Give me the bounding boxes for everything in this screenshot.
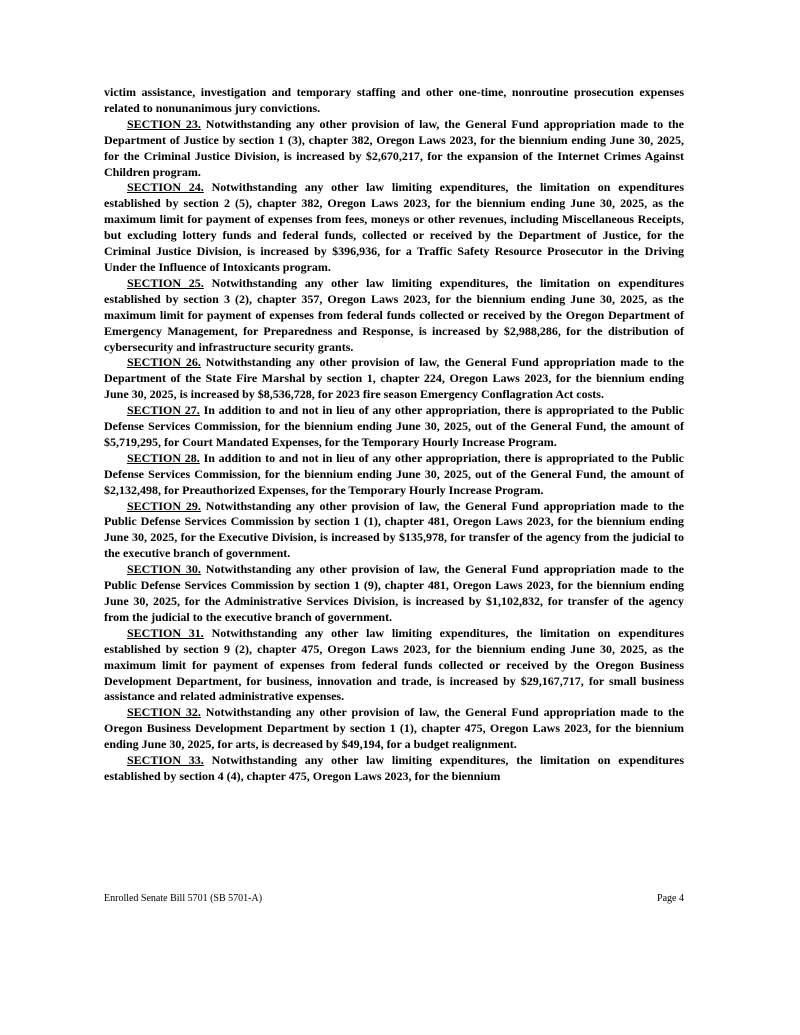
sections-list <box>104 117 684 785</box>
section-label: SECTION 31. <box>127 625 204 640</box>
section-paragraph <box>104 117 684 181</box>
section-paragraph <box>104 180 684 275</box>
section-text: Notwithstanding any other law limiting expenditures, the limitation on expenditures established by section 3 (2), chapter 357, Oregon Laws 2023, for the biennium ending June 30, 2025, as the maximum limit for payment of expenses from federal funds collected or received by the Oregon Department of Emergency Management, for Preparedness and Response, is increased by $2,988,286, for the distribution of cybersecurity and infrastructure security grants. <box>104 275 684 354</box>
section-label: SECTION 28. <box>127 450 200 465</box>
section-label: SECTION 25. <box>127 275 204 290</box>
section-text: Notwithstanding any other provision of law, the General Fund appropriation made to the Public Defense Services Commission by section 1 (9), chapter 481, Oregon Laws 2023, for the biennium ending June 30, 2025, for the Administrative Services Division, is increased by $1,102,832, for transfer of the agency from the judicial to the executive branch of government. <box>104 562 684 624</box>
section-paragraph <box>104 403 684 451</box>
section-label: SECTION 27. <box>127 403 200 418</box>
section-label: SECTION 24. <box>127 180 204 195</box>
section-text: In addition to and not in lieu of any other appropriation, there is appropriated to the Public Defense Services Commission, for the biennium ending June 30, 2025, out of the General Fund, the amount of $5,719,295, for Court Mandated Expenses, for the Temporary Hourly Increase Program. <box>104 403 684 449</box>
footer-bill-title: Enrolled Senate Bill 5701 (SB 5701-A) <box>104 893 263 904</box>
section-label: SECTION 23. <box>127 116 201 131</box>
section-paragraph <box>104 562 684 626</box>
footer-page-number: Page 4 <box>657 893 684 904</box>
section-label: SECTION 33. <box>127 753 204 768</box>
section-label: SECTION 32. <box>127 705 201 720</box>
section-text: Notwithstanding any other provision of law, the General Fund appropriation made to the Department of Justice by section 1 (3), chapter 382, Oregon Laws 2023, for the biennium ending June 30, 2025, for the Criminal Justice Division, is increased by $2,670,217, for the expansion of the Internet Crimes Against Children program. <box>104 116 684 179</box>
section-text: Notwithstanding any other provision of law, the General Fund appropriation made to the Department of the State Fire Marshal by section 1, chapter 224, Oregon Laws 2023, for the biennium ending June 30, 2025, is increased by $8,536,728, for 2023 fire season Emergency Conflagration Act costs. <box>104 355 684 402</box>
section-paragraph <box>104 753 684 785</box>
section-paragraph <box>104 276 684 356</box>
section-paragraph <box>104 705 684 753</box>
section-text: Notwithstanding any other law limiting expenditures, the limitation on expenditures established by section 9 (2), chapter 475, Oregon Laws 2023, for the biennium ending June 30, 2025, as the maximum limit for payment of expenses from federal funds collected or received by the Oregon Business Development Department, for business, innovation and trade, is increased by $29,167,717, for small business assistance and related administrative expenses. <box>104 625 684 704</box>
section-label: SECTION 30. <box>127 562 201 577</box>
section-paragraph <box>104 499 684 563</box>
section-text: In addition to and not in lieu of any other appropriation, there is appropriated to the Public Defense Services Commission, for the biennium ending June 30, 2025, out of the General Fund, the amount of $2,132,498, for Preauthorized Expenses, for the Temporary Hourly Increase Program. <box>104 450 684 497</box>
section-text: Notwithstanding any other law limiting expenditures, the limitation on expenditures established by section 4 (4), chapter 475, Oregon Laws 2023, for the biennium <box>104 753 684 783</box>
continuation-paragraph: victim assistance, investigation and temporary staffing and other one-time, nonroutine prosecution expenses related to nonunanimous jury convictions. <box>104 85 684 115</box>
section-paragraph <box>104 626 684 706</box>
section-label: SECTION 29. <box>127 498 201 513</box>
section-text: Notwithstanding any other law limiting expenditures, the limitation on expenditures established by section 2 (5), chapter 382, Oregon Laws 2023, for the biennium ending June 30, 2025, as the maximum limit for payment of expenses from fees, moneys or other revenues, including Miscellaneous Receipts, but excluding lottery funds and federal funds, collected or received by the Department of Justice, for the Criminal Justice Division, is increased by $396,936, for a Traffic Safety Resource Prosecutor in the Driving Under the Influence of Intoxicants program. <box>104 180 684 274</box>
section-label: SECTION 26. <box>127 355 201 370</box>
section-paragraph <box>104 355 684 403</box>
section-text: Notwithstanding any other provision of law, the General Fund appropriation made to the Public Defense Services Commission by section 1 (1), chapter 481, Oregon Laws 2023, for the biennium ending June 30, 2025, for the Executive Division, is increased by $135,978, for transfer of the agency from the judicial to the executive branch of government. <box>104 498 684 561</box>
section-text: Notwithstanding any other provision of law, the General Fund appropriation made to the Oregon Business Development Department by section 1 (1), chapter 475, Oregon Laws 2023, for the biennium ending June 30, 2025, for arts, is decreased by $49,194, for a budget realignment. <box>104 705 684 752</box>
document-body <box>104 85 684 785</box>
section-paragraph <box>104 451 684 499</box>
